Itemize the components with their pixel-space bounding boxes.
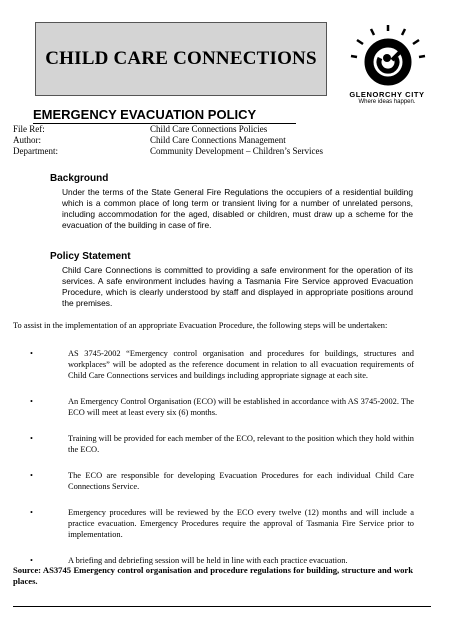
list-item-text: AS 3745-2002 “Emergency control organisation and procedures for buildings, structures and workplaces” will be adopted as the reference document in relation to all evacuation requirements of Child Care Connections services and buildings including appropriate signage at each site.	[68, 349, 414, 380]
meta-row-department	[13, 146, 323, 157]
logo-tagline: Where ideas happen.	[358, 99, 416, 105]
steps-list	[30, 348, 414, 566]
background-text: Under the terms of the State General Fire Regulations the occupiers of a residential building which is a common place of long term or transient living for a number of unrelated persons, including accommodation for the aged, disabled or children, must draw up a scheme for the evacuation of the building in case of fire.	[62, 187, 413, 231]
source-note: Source: AS3745 Emergency control organisation and procedure regulations for building, structure and work places.	[13, 565, 413, 587]
meta-label: Author:	[13, 135, 41, 146]
bullet-icon: •	[30, 556, 33, 565]
list-item-text: Training will be provided for each member of the ECO, relevant to the position which they hold within the ECO.	[68, 434, 414, 454]
policy-title: EMERGENCY EVACUATION POLICY	[33, 107, 257, 122]
document-meta	[13, 124, 323, 158]
bullet-icon: •	[30, 397, 33, 406]
list-item	[30, 433, 414, 455]
meta-row-author	[13, 135, 323, 146]
footer-rule	[13, 606, 431, 607]
bullet-icon: •	[30, 434, 33, 443]
bullet-icon: •	[30, 349, 33, 358]
meta-value: Child Care Connections Management	[150, 135, 286, 146]
background-heading: Background	[50, 173, 109, 184]
bullet-icon: •	[30, 508, 33, 517]
header-banner	[35, 22, 327, 96]
meta-row-file-ref	[13, 124, 323, 135]
policy-statement-text: Child Care Connections is committed to providing a safe environment for the operation of its services. A safe environment includes having a Tasmania Fire Service approved Evacuation Procedure, which is clearly understood by staff and displayed in appropriate positions around the premises.	[62, 265, 413, 309]
list-item	[30, 396, 414, 418]
policy-statement-heading: Policy Statement	[50, 251, 131, 262]
document-title: CHILD CARE CONNECTIONS	[45, 48, 317, 69]
meta-value: Child Care Connections Policies	[150, 124, 268, 134]
list-item-text: A briefing and debriefing session will be held in line with each practice evacuation.	[68, 556, 348, 565]
intro-paragraph: To assist in the implementation of an appropriate Evacuation Procedure, the following steps will be undertaken:	[13, 321, 388, 330]
logo-name: GLENORCHY CITY	[349, 90, 425, 99]
list-item	[30, 348, 414, 381]
meta-value: Community Development – Children’s Services	[150, 146, 323, 157]
list-item-text: The ECO are responsible for developing Evacuation Procedures for each individual Child Care Connections Service.	[68, 471, 414, 491]
list-item	[30, 507, 414, 540]
meta-label: Department:	[13, 146, 58, 157]
list-item-text: Emergency procedures will be reviewed by the ECO every twelve (12) months and will include a practice evacuation. Emergency Procedures require the approval of Tasmania Fire Service prior to implementation.	[68, 508, 414, 539]
bullet-icon: •	[30, 471, 33, 480]
meta-label: File Ref:	[13, 124, 45, 134]
list-item-text: An Emergency Control Organisation (ECO) will be established in accordance with AS 3745-2002. The ECO will meet at least every six (6) months.	[68, 397, 414, 417]
list-item	[30, 470, 414, 492]
